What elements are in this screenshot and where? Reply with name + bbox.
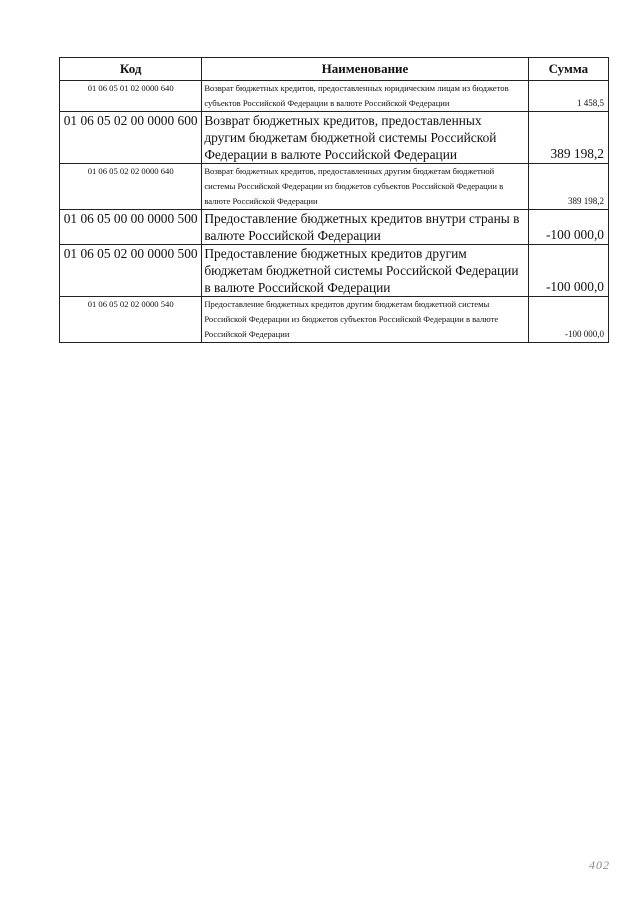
- row-sum: 389 198,2: [528, 112, 608, 164]
- row-name: Предоставление бюджетных кредитов другим бюджетам бюджетной системы Российской Федерации в валюте Российской Федерации: [202, 245, 528, 297]
- row-code: 01 06 05 02 02 0000 640: [60, 164, 202, 210]
- table-row: [60, 210, 609, 245]
- page-number: 402: [589, 858, 610, 872]
- row-sum: -100 000,0: [528, 210, 608, 245]
- row-code: 01 06 05 00 00 0000 500: [60, 210, 202, 245]
- row-code: 01 06 05 01 02 0000 640: [60, 81, 202, 112]
- header-code: Код: [60, 58, 202, 81]
- table-row: [60, 164, 609, 210]
- row-name: Возврат бюджетных кредитов, предоставленных другим бюджетам бюджетной системы Российской Федерации в валюте Российской Федерации: [202, 112, 528, 164]
- row-sum: 389 198,2: [528, 164, 608, 210]
- row-name: Возврат бюджетных кредитов, предоставленных другим бюджетам бюджетной системы Российской Федерации из бюджетов субъектов Российской Федерации в валюте Российской Федерации: [202, 164, 528, 210]
- table-row: [60, 81, 609, 112]
- header-name: Наименование: [202, 58, 528, 81]
- row-sum: 1 458,5: [528, 81, 608, 112]
- table-row: [60, 112, 609, 164]
- row-sum: -100 000,0: [528, 245, 608, 297]
- row-code: 01 06 05 02 00 0000 600: [60, 112, 202, 164]
- row-code: 01 06 05 02 00 0000 500: [60, 245, 202, 297]
- table-row: [60, 245, 609, 297]
- row-sum: -100 000,0: [528, 297, 608, 343]
- table-row: [60, 297, 609, 343]
- table-header-row: [60, 58, 609, 81]
- header-sum: Сумма: [528, 58, 608, 81]
- budget-table: [59, 57, 609, 343]
- row-name: Предоставление бюджетных кредитов внутри страны в валюте Российской Федерации: [202, 210, 528, 245]
- row-name: Возврат бюджетных кредитов, предоставленных юридическим лицам из бюджетов субъектов Российской Федерации в валюте Российской Федерации: [202, 81, 528, 112]
- row-code: 01 06 05 02 02 0000 540: [60, 297, 202, 343]
- row-name: Предоставление бюджетных кредитов другим бюджетам бюджетной системы Российской Федерации из бюджетов субъектов Российской Федерации в валюте Российской Федерации: [202, 297, 528, 343]
